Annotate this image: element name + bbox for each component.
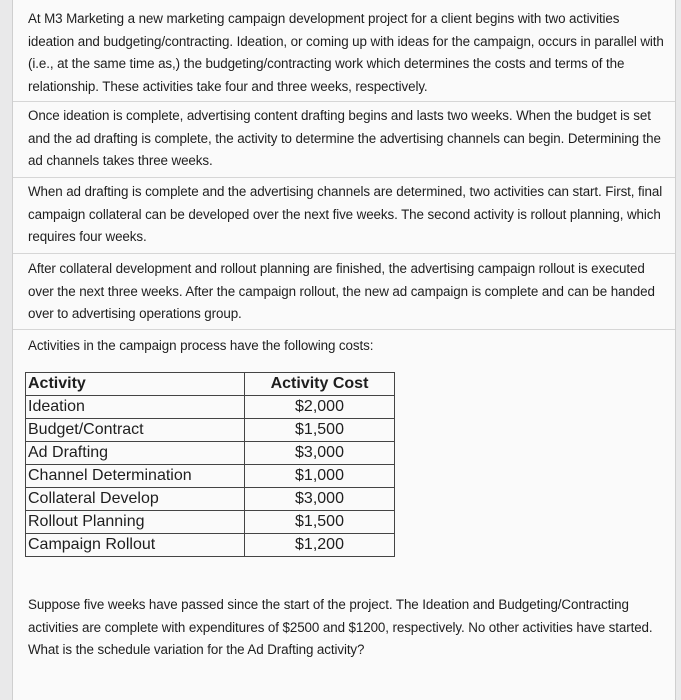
column-header-activity: Activity	[26, 373, 245, 396]
question-text: Suppose five weeks have passed since the start of the project. The Ideation and Budgeting/Contracting activities are complete with expenditures of $2500 and $1200, respectively. No other activities have started. What is the schedule variation for the Ad Drafting activity?	[28, 597, 653, 657]
table-row	[26, 465, 395, 488]
table-row	[26, 534, 395, 557]
activity-cost: $1,200	[245, 534, 395, 557]
paragraph-ideation: Once ideation is complete, advertising content drafting begins and lasts two weeks. When the budget is set and the ad drafting is complete, the activity to determine the advertising channels can begin. Determining the ad channels takes three weeks.	[28, 108, 661, 168]
divider	[13, 101, 675, 102]
paragraph-drafting: When ad drafting is complete and the advertising channels are determined, two activities can start. First, final campaign collateral can be developed over the next five weeks. The second activity is rollout planning, which requires four weeks.	[28, 184, 663, 244]
divider	[13, 329, 675, 330]
activity-cost-table	[25, 372, 395, 557]
activity-cost: $3,000	[245, 442, 395, 465]
activity-cost: $2,000	[245, 396, 395, 419]
column-header-cost: Activity Cost	[245, 373, 395, 396]
table-header-row	[26, 373, 395, 396]
table-row	[26, 442, 395, 465]
divider	[13, 177, 675, 178]
activity-name: Campaign Rollout	[26, 534, 245, 557]
activity-name: Collateral Develop	[26, 488, 245, 511]
activity-name: Budget/Contract	[26, 419, 245, 442]
divider	[13, 253, 675, 254]
paragraph-costs-intro: Activities in the campaign process have the following costs:	[28, 338, 374, 353]
activity-cost: $1,000	[245, 465, 395, 488]
table-row	[26, 511, 395, 534]
activity-cost: $1,500	[245, 511, 395, 534]
table-row	[26, 419, 395, 442]
activity-cost: $1,500	[245, 419, 395, 442]
table-row	[26, 396, 395, 419]
activity-name: Channel Determination	[26, 465, 245, 488]
activity-cost: $3,000	[245, 488, 395, 511]
activity-name: Ad Drafting	[26, 442, 245, 465]
paragraph-rollout: After collateral development and rollout planning are finished, the advertising campaign rollout is executed over the next three weeks. After the campaign rollout, the new ad campaign is complete and can be handed over to advertising operations group.	[28, 261, 655, 321]
document-page	[12, 0, 676, 700]
activity-name: Ideation	[26, 396, 245, 419]
activity-name: Rollout Planning	[26, 511, 245, 534]
paragraph-intro: At M3 Marketing a new marketing campaign development project for a client begins with two activities ideation and budgeting/contracting. Ideation, or coming up with ideas for the campaign, occurs in parallel with (i.e., at the same time as,) the budgeting/contracting work which determines the costs and terms of the relationship. These activities take four and three weeks, respectively.	[28, 11, 664, 94]
table-row	[26, 488, 395, 511]
